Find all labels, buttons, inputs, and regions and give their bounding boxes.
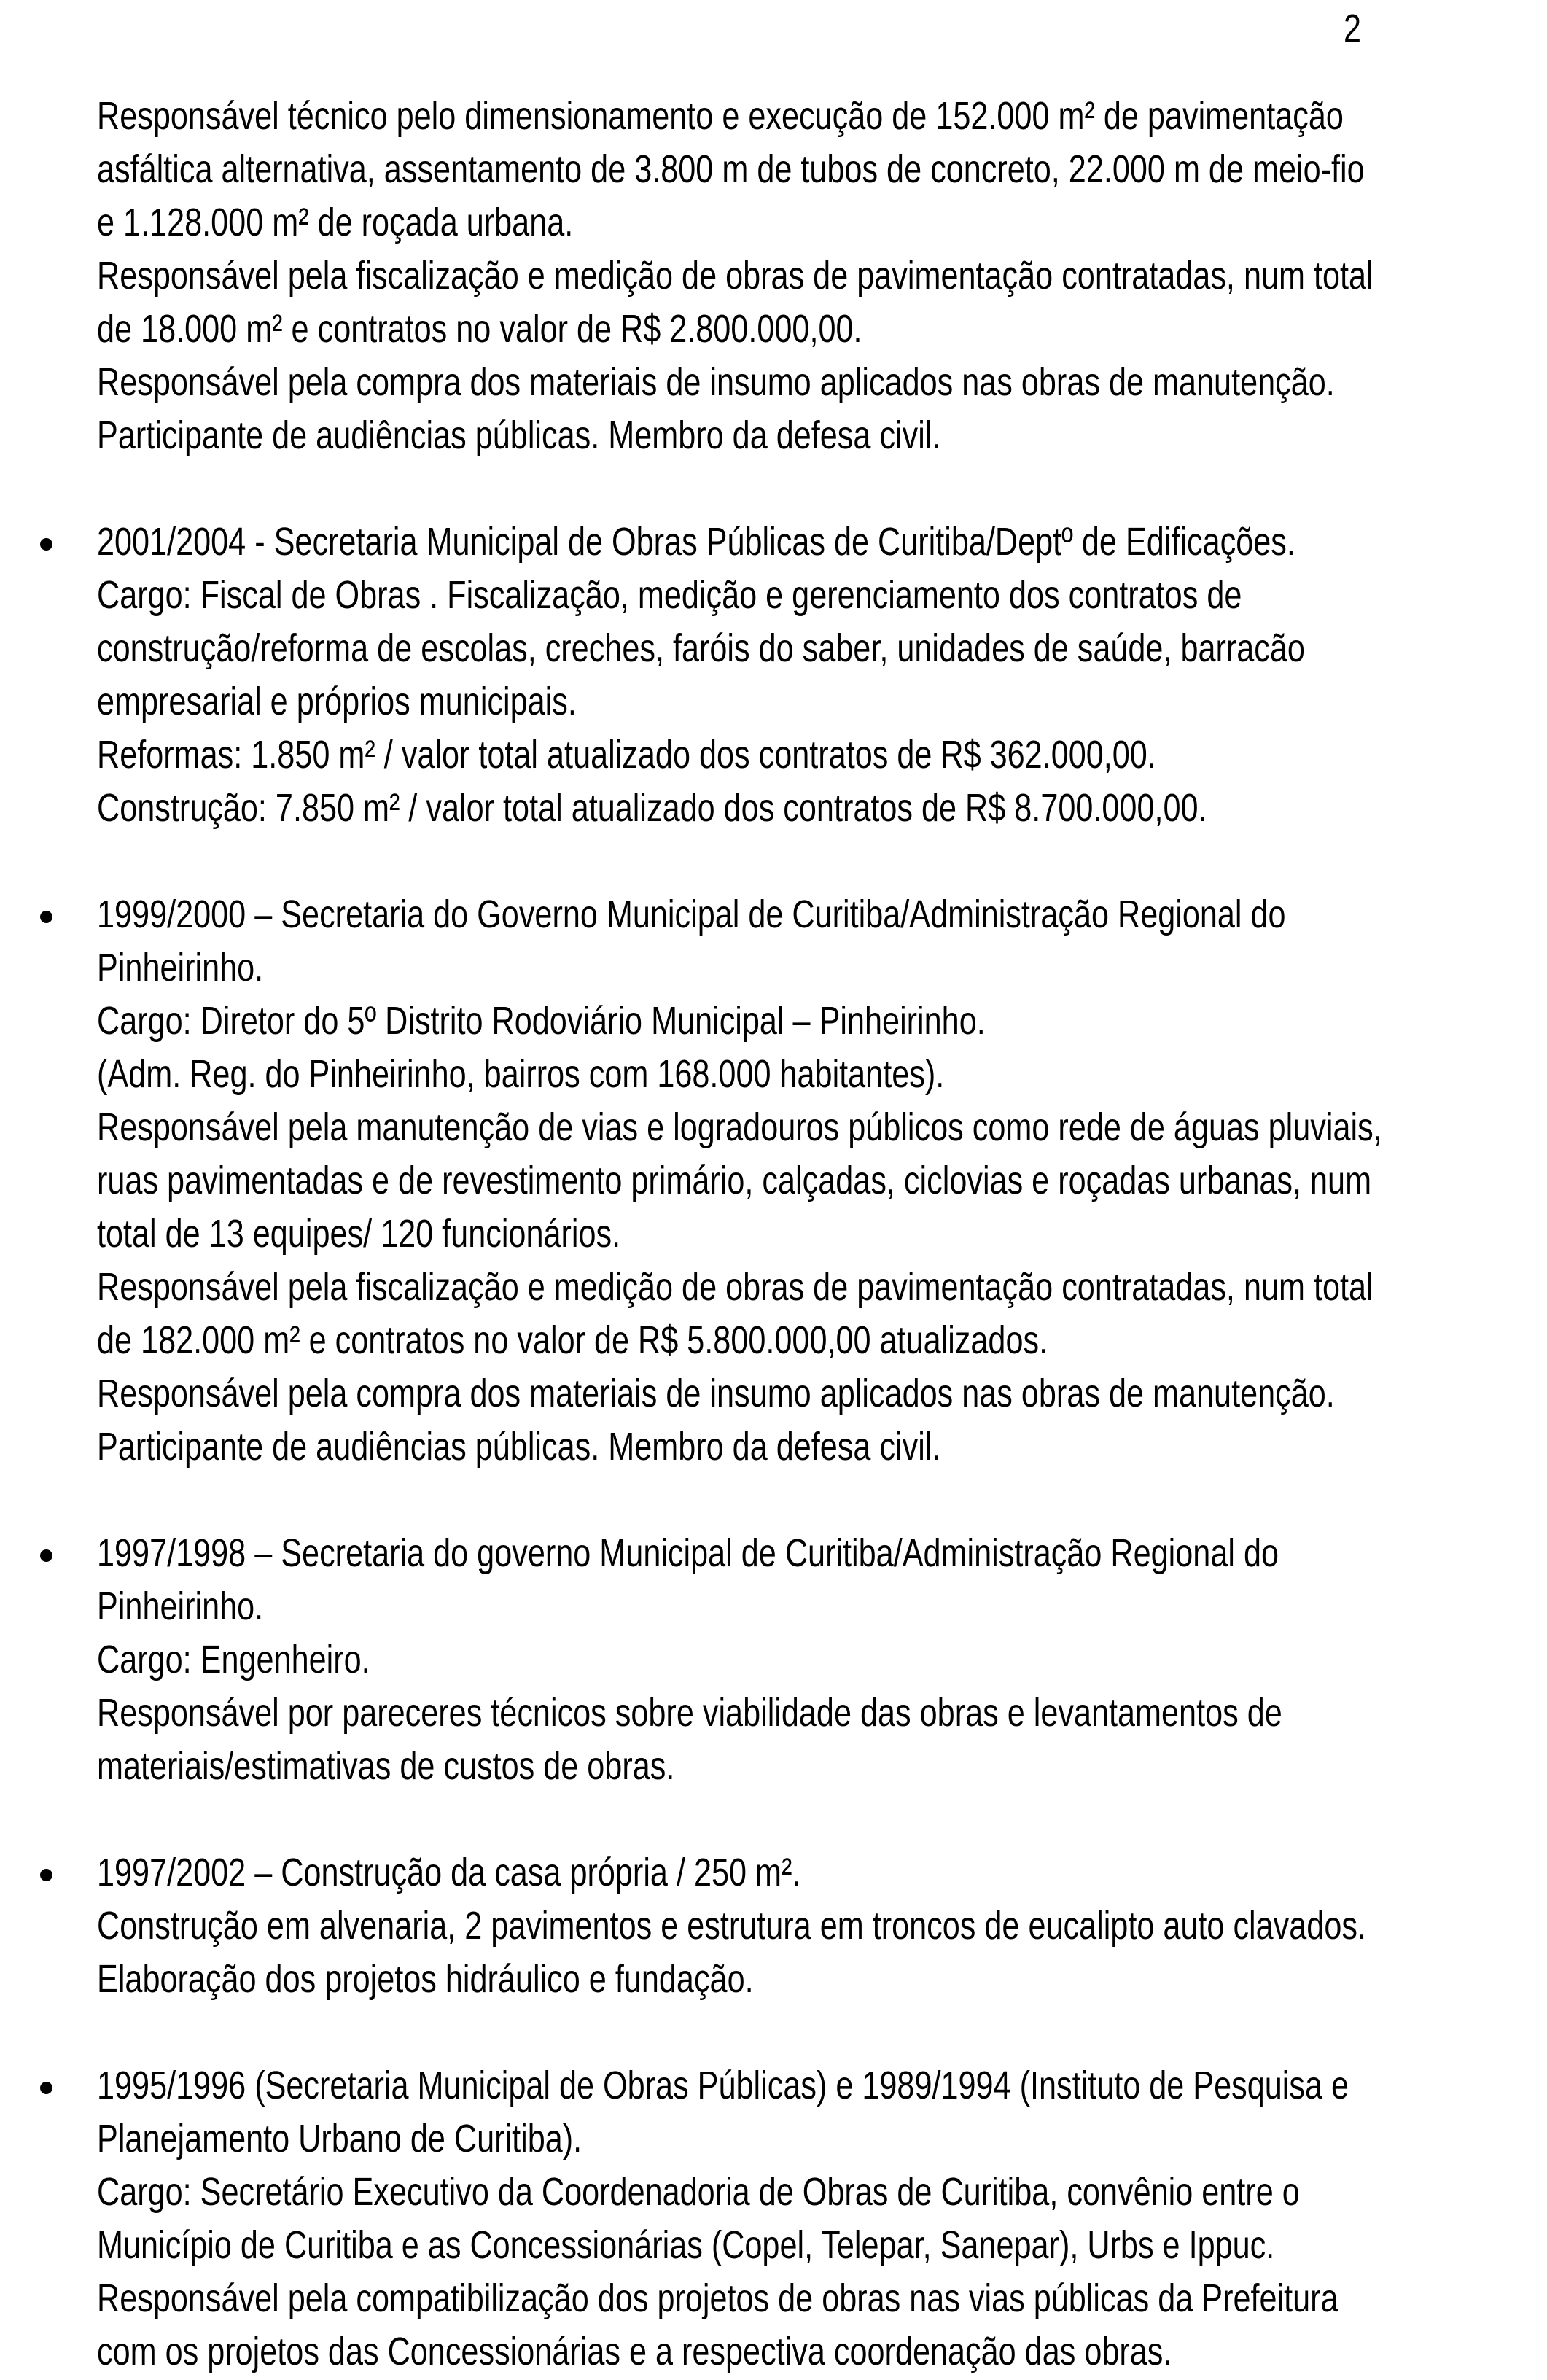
text-line: Elaboração dos projetos hidráulico e fundação. xyxy=(97,1957,754,2001)
bullet-icon xyxy=(40,911,52,923)
text-line: Pinheirinho. xyxy=(97,1584,264,1628)
text-line: Cargo: Secretário Executivo da Coordenadoria de Obras de Curitiba, convênio entre o xyxy=(97,2170,1300,2214)
text-line: e 1.128.000 m² de roçada urbana. xyxy=(97,201,574,244)
text-line: Participante de audiências públicas. Membro da defesa civil. xyxy=(97,1425,941,1469)
text-line: Reformas: 1.850 m² / valor total atualizado dos contratos de R$ 362.000,00. xyxy=(97,733,1156,777)
text-line: Responsável técnico pelo dimensionamento e execução de 152.000 m² de pavimentação xyxy=(97,94,1344,138)
bullet-item-1999-2000 xyxy=(97,888,1547,1474)
bullet-icon xyxy=(40,1869,52,1881)
bullet-item-1997-2002 xyxy=(97,1846,1547,2006)
text-line: Planejamento Urbano de Curitiba). xyxy=(97,2117,582,2161)
text-line: Participante de audiências públicas. Membro da defesa civil. xyxy=(97,413,941,457)
text-line: ruas pavimentadas e de revestimento primário, calçadas, ciclovias e roçadas urbanas, num xyxy=(97,1159,1372,1202)
text-line: (Adm. Reg. do Pinheirinho, bairros com 168.000 habitantes). xyxy=(97,1052,945,1096)
text-line: com os projetos das Concessionárias e a respectiva coordenação das obras. xyxy=(97,2330,1172,2373)
text-line: 1995/1996 (Secretaria Municipal de Obras Públicas) e 1989/1994 (Instituto de Pesquisa e xyxy=(97,2064,1349,2107)
text-line: Responsável pela fiscalização e medição de obras de pavimentação contratadas, num total xyxy=(97,254,1373,298)
paragraph-continuation xyxy=(97,90,1547,462)
document-body xyxy=(97,90,1547,2379)
text-line: de 18.000 m² e contratos no valor de R$ 2.800.000,00. xyxy=(97,307,862,351)
text-line: Construção em alvenaria, 2 pavimentos e estrutura em troncos de eucalipto auto clavados. xyxy=(97,1904,1366,1948)
bullet-item-1995-1996 xyxy=(97,2059,1547,2379)
text-line: Responsável pela manutenção de vias e logradouros públicos como rede de águas pluviais, xyxy=(97,1105,1382,1149)
bullet-icon xyxy=(40,538,52,551)
bullet-item-1997-1998 xyxy=(97,1527,1547,1793)
text-line: Município de Curitiba e as Concessionárias (Copel, Telepar, Sanepar), Urbs e Ippuc. xyxy=(97,2223,1275,2267)
text-line: Responsável pela compatibilização dos projetos de obras nas vias públicas da Prefeitura xyxy=(97,2276,1338,2320)
text-line: 2001/2004 - Secretaria Municipal de Obras Públicas de Curitiba/Deptº de Edificações. xyxy=(97,520,1295,564)
text-line: asfáltica alternativa, assentamento de 3.800 m de tubos de concreto, 22.000 m de meio-fio xyxy=(97,147,1365,191)
text-line: Pinheirinho. xyxy=(97,946,264,989)
text-line: materiais/estimativas de custos de obras. xyxy=(97,1744,675,1788)
bullet-icon xyxy=(40,2082,52,2094)
text-line: Responsável por pareceres técnicos sobre viabilidade das obras e levantamentos de xyxy=(97,1691,1282,1735)
text-line: 1997/1998 – Secretaria do governo Municipal de Curitiba/Administração Regional do xyxy=(97,1531,1279,1575)
text-line: construção/reforma de escolas, creches, faróis do saber, unidades de saúde, barracão xyxy=(97,626,1305,670)
bullet-icon xyxy=(40,1549,52,1562)
text-line: Responsável pela compra dos materiais de insumo aplicados nas obras de manutenção. xyxy=(97,360,1335,404)
page-number: 2 xyxy=(1343,7,1361,50)
text-line: empresarial e próprios municipais. xyxy=(97,680,577,723)
text-line: Construção: 7.850 m² / valor total atualizado dos contratos de R$ 8.700.000,00. xyxy=(97,786,1207,830)
text-line: Cargo: Diretor do 5º Distrito Rodoviário Municipal – Pinheirinho. xyxy=(97,999,986,1043)
bullet-item-2001-2004 xyxy=(97,516,1547,835)
text-line: de 182.000 m² e contratos no valor de R$ 5.800.000,00 atualizados. xyxy=(97,1318,1048,1362)
text-line: Responsável pela fiscalização e medição de obras de pavimentação contratadas, num total xyxy=(97,1265,1373,1309)
text-line: Responsável pela compra dos materiais de insumo aplicados nas obras de manutenção. xyxy=(97,1372,1335,1415)
text-line: 1999/2000 – Secretaria do Governo Municipal de Curitiba/Administração Regional do xyxy=(97,892,1286,936)
text-line: Cargo: Fiscal de Obras . Fiscalização, medição e gerenciamento dos contratos de xyxy=(97,573,1242,617)
text-line: 1997/2002 – Construção da casa própria / 250 m². xyxy=(97,1851,801,1894)
text-line: total de 13 equipes/ 120 funcionários. xyxy=(97,1212,621,1256)
text-line: Cargo: Engenheiro. xyxy=(97,1638,370,1681)
